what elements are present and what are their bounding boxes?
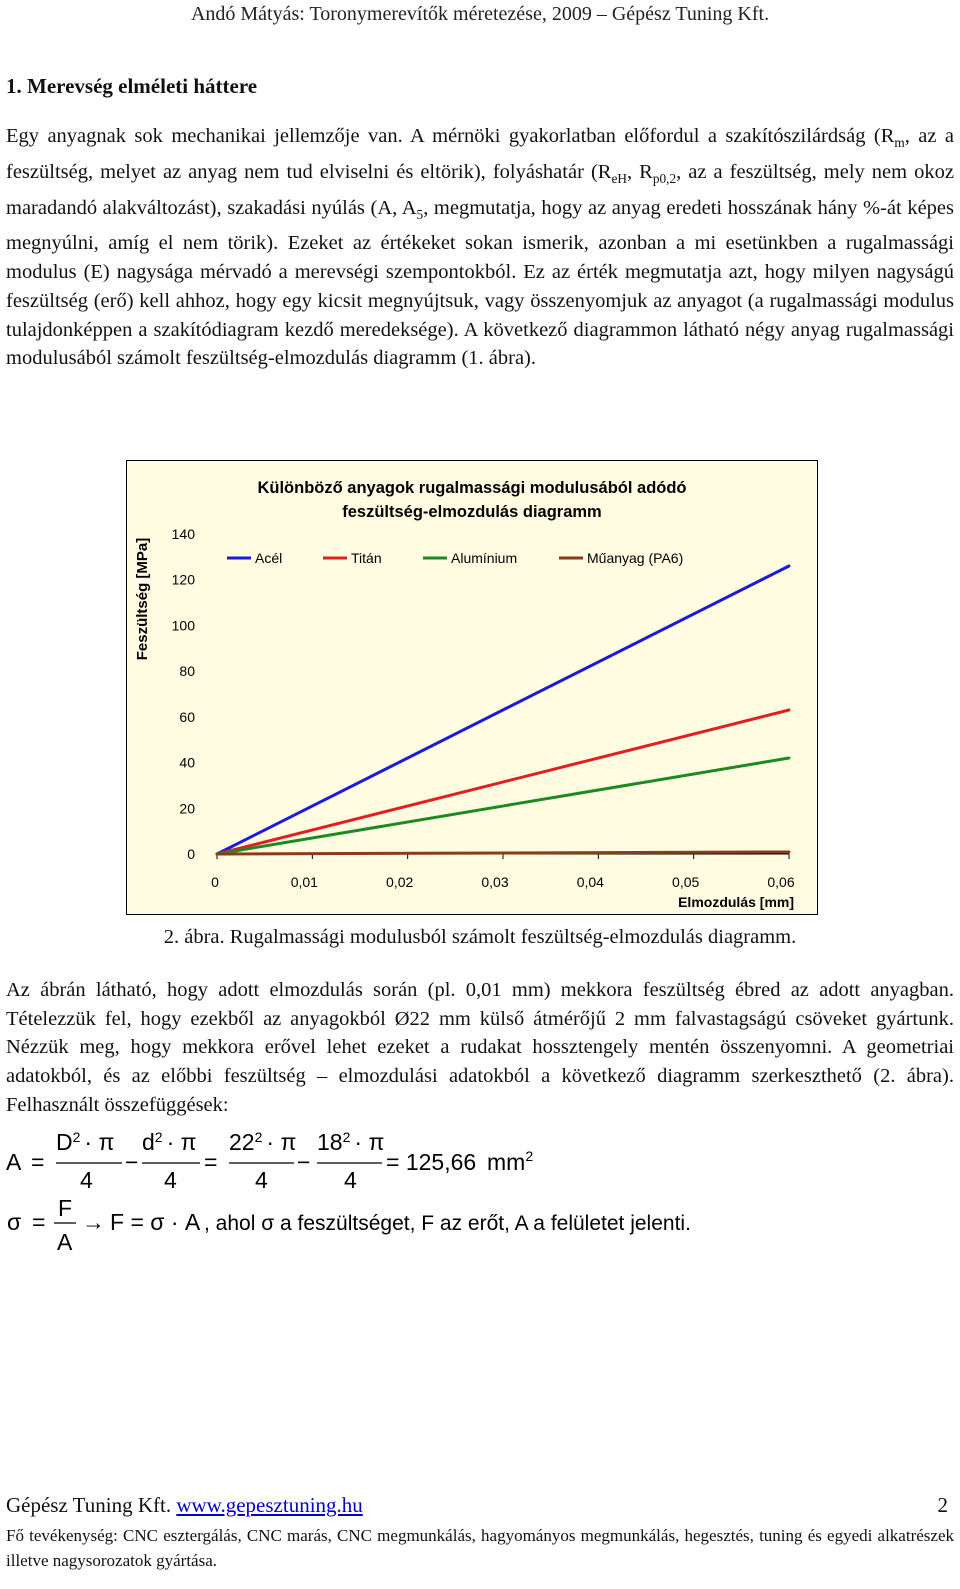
formula-sigma: σ [7, 1209, 22, 1235]
y-tick-label: 100 [171, 617, 195, 634]
formula-unit: $mm^2$ [487, 1148, 534, 1175]
formula-equals-3: = [32, 1209, 46, 1235]
intro-paragraph [6, 122, 954, 373]
y-tick-label: 40 [179, 754, 195, 771]
subscript-5: 5 [416, 206, 424, 222]
y-tick-label: 20 [179, 800, 195, 817]
formula-denominator-1: 4 [80, 1167, 93, 1193]
x-tick-label: 0,03 [481, 874, 509, 890]
series-lines [217, 566, 789, 854]
x-tick-label: 0,05 [672, 874, 700, 890]
legend [227, 550, 683, 566]
formula-denominator-4: 4 [344, 1167, 357, 1193]
x-tick-label: 0,06 [767, 874, 795, 890]
y-tick-label: 0 [187, 846, 195, 862]
x-tick-label: 0,01 [290, 874, 318, 890]
series-line [217, 758, 789, 854]
y-tick-label: 120 [171, 571, 195, 588]
y-tick-labels [172, 526, 196, 862]
formula-numerator-22: $22^2 \cdot \pi$ [229, 1129, 297, 1155]
legend-label: Titán [351, 550, 382, 566]
subscript-p02: p0,2 [652, 170, 677, 186]
subscript-eh: eH [611, 170, 627, 186]
formula-force: F = σ · A [110, 1209, 201, 1235]
formula-numerator-F: F [58, 1196, 73, 1221]
legend-label: Acél [255, 550, 283, 566]
footer-company: Gépész Tuning Kft. [6, 1493, 172, 1517]
intro-text-3: , R [626, 160, 653, 183]
chart-container [126, 460, 818, 915]
page-header: Andó Mátyás: Toronymerevítők méretezése, 2009 – Gépész Tuning Kft. [190, 3, 770, 25]
formula-denominator-3: 4 [255, 1167, 268, 1193]
page-number: 2 [937, 1493, 948, 1517]
intro-text-4: , az a feszültség, mely nem okoz maradandó alakváltozást), szakadási nyúlás (A, A [6, 160, 954, 219]
series-line [217, 710, 789, 854]
legend-label: Műanyag (PA6) [587, 550, 684, 566]
formula-numerator-d: $d^2 \cdot \pi$ [142, 1129, 197, 1155]
body-paragraph: Az ábrán látható, hogy adott elmozdulás során (pl. 0,01 mm) mekkora feszültség ébred az adott anyagban. Tételezzük fel, hogy ezekből az anyagokból Ø22 mm külső átmérőjű 2 mm falvastagságú csöveket gyártunk. Nézzük meg, hogy mekkora erővel lehet ezeket a rudakat hossztengely mentén összenyomni. A geometriai adatokból, és az előbbi feszültség – elmozdulási adatokból a következő diagramm szerkeszthető (2. ábra). Felhasznált összefüggések: [6, 979, 954, 1116]
stress-formula [4, 1196, 954, 1266]
y-tick-label: 140 [171, 526, 195, 542]
x-tick-label: 0,02 [386, 874, 414, 890]
stress-displacement-chart [127, 461, 816, 913]
y-tick-label: 60 [179, 708, 195, 725]
formula-minus-1: − [125, 1149, 139, 1175]
x-tick-label: 0,04 [576, 874, 604, 890]
series-line [217, 852, 789, 854]
area-formula [4, 1128, 564, 1198]
intro-text-1: Egy anyagnak sok mechanikai jellemzője van. A mérnöki gyakorlatban előfordul a szakítószilárdság (R [6, 125, 895, 147]
intro-text-2: , az a feszültség, melyet az anyag nem tud elviselni és eltörik), folyáshatár (R [6, 125, 955, 183]
formula-arrow: → [82, 1209, 105, 1235]
formula-numerator-18: $18^2 \cdot \pi$ [317, 1129, 385, 1155]
formula-equals-1: = [31, 1149, 45, 1175]
y-tick-label: 80 [179, 663, 195, 680]
x-axis-label: Elmozdulás [mm] [678, 894, 794, 910]
series-line [217, 566, 789, 854]
formula-equals-2: = [204, 1149, 218, 1175]
footer-activity: Fő tevékenység: CNC esztergálás, CNC marás, CNC megmunkálás, hagyományos megmunkálás, hegesztés, tuning és egyedi alkatrészek illetve nagysorozatok gyártása. [6, 1526, 954, 1570]
formula-explanation: , ahol σ a feszültséget, F az erőt, A a felületet jelenti. [204, 1212, 691, 1235]
formula-denominator-A: A [57, 1229, 73, 1255]
formula-result: = 125,66 [386, 1149, 477, 1175]
chart-title-line1: Különböző anyagok rugalmassági modulusából adódó [257, 479, 687, 497]
section-heading: 1. Merevség elméleti háttere [6, 74, 258, 98]
legend-label: Alumínium [451, 550, 518, 566]
footer-website-link[interactable]: www.gepesztuning.hu [176, 1493, 363, 1517]
chart-title-line2: feszültség-elmozdulás diagramm [342, 503, 602, 521]
formula-denominator-2: 4 [164, 1167, 177, 1193]
formula-minus-2: − [297, 1149, 311, 1175]
subscript-m: m [894, 135, 905, 151]
figure-caption: 2. ábra. Rugalmassági modulusból számolt feszültség-elmozdulás diagramm. [163, 926, 797, 948]
footer-company-line [6, 1493, 954, 1518]
formula-numerator-D: $D^2 \cdot \pi$ [56, 1129, 115, 1155]
intro-text-5: , megmutatja, hogy az anyag eredeti hosszának hány %-át képes megnyúlni, amíg el nem törik). Ezeket az értékeket sokan ismerik, azonban a mi esetünkben a rugalmassági modulus (E) nagysága mérvadó a merevségi szempontokból. Ez az érték megmutatja azt, hogy milyen nagyságú feszültség (erő) kell ahhoz, hogy egy kicsit megnyújtsuk, vagy összenyomjuk az anyagot (a rugalmassági modulus tulajdonképpen a szakítódiagram kezdő meredeksége). A következő diagrammon látható négy anyag rugalmassági modulusából számolt feszültség-elmozdulás diagramm (1. ábra). [6, 196, 954, 370]
x-tick-labels [211, 874, 795, 890]
formula-area-symbol: A [6, 1149, 22, 1175]
y-axis-label: Feszültség [MPa] [134, 537, 151, 661]
x-tick-label: 0 [211, 874, 219, 890]
